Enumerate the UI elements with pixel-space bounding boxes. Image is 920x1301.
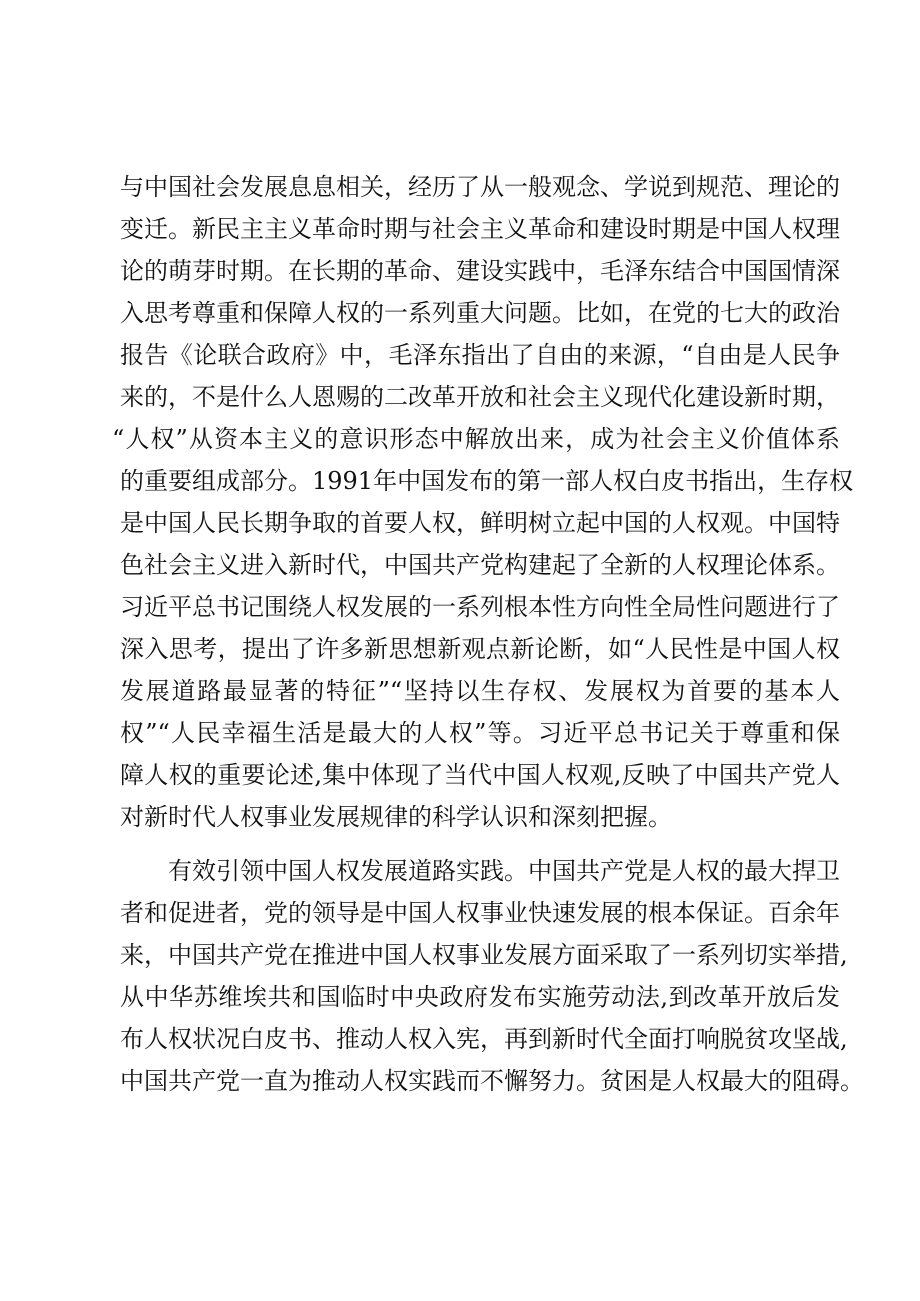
text-line: 对新时代人权事业发展规律的科学认识和深刻把握。: [120, 803, 672, 831]
text-line: 入思考尊重和保障人权的一系列重大问题。比如，在党的七大的政治: [120, 299, 840, 327]
text-line: 来，中国共产党在推进中国人权事业发展方面采取了一系列切实举措,: [120, 941, 848, 969]
text-line: 是中国人民长期争取的首要人权，鲜明树立起中国的人权观。中国特: [120, 509, 840, 537]
text-line: 习近平总书记围绕人权发展的一系列根本性方向性全局性问题进行了: [120, 593, 840, 621]
text-line: 论的萌芽时期。在长期的革命、建设实践中，毛泽东结合中国国情深: [120, 257, 840, 285]
paragraph-gap: [120, 838, 840, 850]
paragraph-1: [112, 166, 854, 838]
text-line: 的重要组成部分。1991年中国发布的第一部人权白皮书指出，生存权: [120, 467, 854, 495]
document-body: [112, 166, 864, 1102]
text-line: 报告《论联合政府》中，毛泽东指出了自由的来源，“自由是人民争: [120, 341, 840, 369]
text-line: 发展道路最显著的特征”“坚持以生存权、发展权为首要的基本人: [120, 677, 840, 705]
text-line: 与中国社会发展息息相关，经历了从一般观念、学说到规范、理论的: [120, 173, 840, 201]
text-line: 深入思考，提出了许多新思想新观点新论断，如“人民性是中国人权: [120, 635, 840, 663]
text-line: “人权”从资本主义的意识形态中解放出来，成为社会主义价值体系: [112, 425, 840, 453]
text-line: 从中华苏维埃共和国临时中央政府发布实施劳动法,到改革开放后发: [120, 983, 840, 1011]
text-line: 障人权的重要论述,集中体现了当代中国人权观,反映了中国共产党人: [120, 761, 840, 789]
text-line: 变迁。新民主主义革命时期与社会主义革命和建设时期是中国人权理: [120, 215, 840, 243]
text-line: 者和促进者，党的领导是中国人权事业快速发展的根本保证。百余年: [120, 899, 840, 927]
text-line: 权”“人民幸福生活是最大的人权”等。习近平总书记关于尊重和保: [120, 719, 840, 747]
text-line-indented: 有效引领中国人权发展道路实践。中国共产党是人权的最大捍卫: [168, 857, 840, 885]
text-line: 布人权状况白皮书、推动人权入宪，再到新时代全面打响脱贫攻坚战,: [120, 1025, 848, 1053]
text-line: 色社会主义进入新时代，中国共产党构建起了全新的人权理论体系。: [120, 551, 840, 579]
paragraph-2: [120, 850, 864, 1102]
text-line: 来的，不是什么人恩赐的二改革开放和社会主义现代化建设新时期，: [120, 383, 840, 411]
text-line: 中国共产党一直为推动人权实践而不懈努力。贫困是人权最大的阻碍。: [120, 1067, 864, 1095]
